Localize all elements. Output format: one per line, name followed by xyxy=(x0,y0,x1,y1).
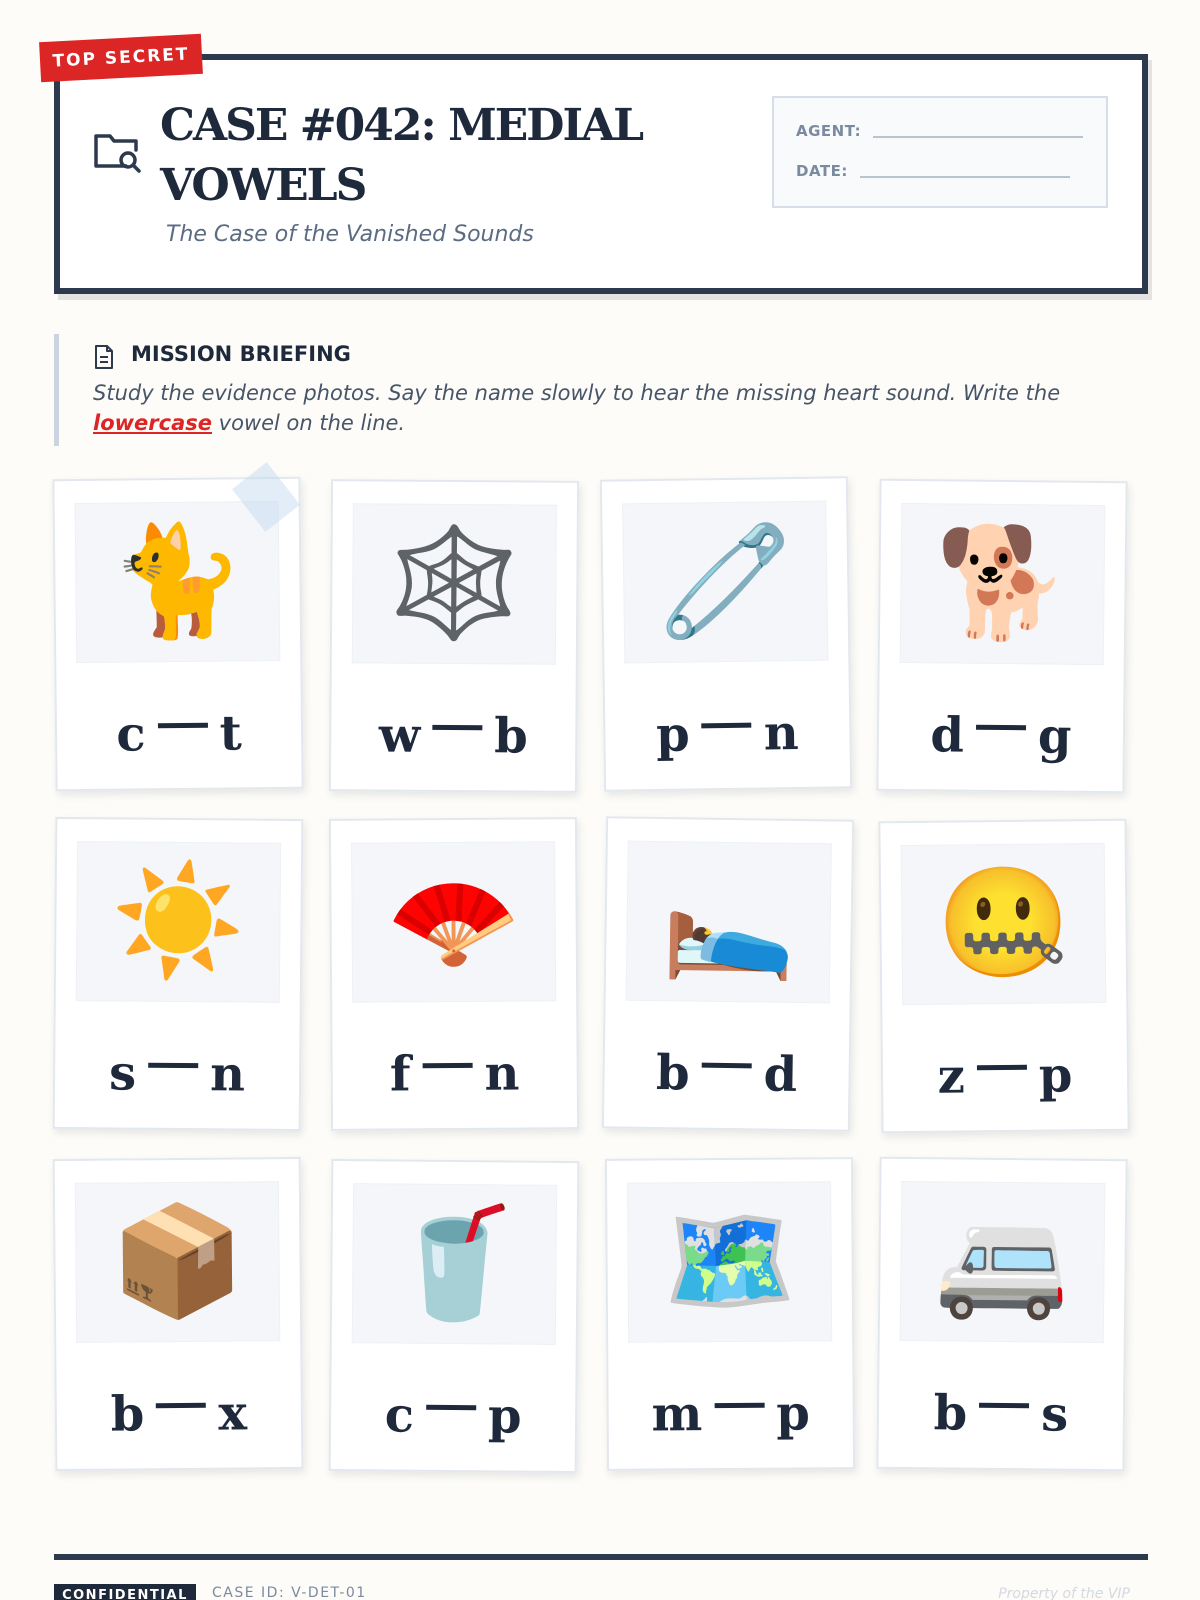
last-letter: x xyxy=(218,1385,248,1442)
last-letter: b xyxy=(493,708,528,765)
word-puzzle xyxy=(879,707,1124,766)
word-puzzle xyxy=(333,1045,577,1103)
first-letter: s xyxy=(108,1045,137,1102)
vowel-blank[interactable] xyxy=(426,1405,476,1410)
word-puzzle xyxy=(883,1047,1128,1106)
zipper-mouth-icon: 🤐 xyxy=(901,843,1107,1005)
evidence-card-fan xyxy=(329,817,579,1131)
evidence-card-sun xyxy=(53,817,304,1131)
map-icon: 🗺️ xyxy=(627,1181,832,1342)
sun-icon: ☀️ xyxy=(76,841,281,1003)
safety-pin-icon: 🧷 xyxy=(622,501,828,664)
last-letter: p xyxy=(1038,1047,1073,1104)
briefing-text-part: vowel on the line. xyxy=(212,411,406,435)
first-letter: w xyxy=(378,707,421,764)
word-puzzle xyxy=(604,1044,849,1103)
evidence-card-bed xyxy=(602,816,854,1131)
last-letter: p xyxy=(487,1388,522,1445)
vowel-blank[interactable] xyxy=(714,1403,764,1408)
last-letter: t xyxy=(219,705,243,762)
vowel-blank[interactable] xyxy=(157,723,207,729)
vowel-blank[interactable] xyxy=(977,1065,1027,1071)
first-letter: c xyxy=(116,706,146,763)
word-puzzle xyxy=(55,1045,299,1103)
mission-briefing xyxy=(54,334,1148,446)
last-letter: n xyxy=(763,704,800,762)
vowel-blank[interactable] xyxy=(148,1063,198,1068)
vowel-blank[interactable] xyxy=(432,725,482,730)
agent-label: AGENT: xyxy=(796,122,862,140)
spider-web-icon: 🕸️ xyxy=(352,503,557,664)
vowel-blank[interactable] xyxy=(702,1063,752,1069)
cat-icon: 🐈 xyxy=(75,501,281,663)
word-puzzle xyxy=(331,707,575,765)
box-icon: 📦 xyxy=(75,1181,280,1343)
document-icon xyxy=(93,344,115,370)
last-letter: p xyxy=(776,1385,811,1442)
last-letter: d xyxy=(763,1046,798,1103)
evidence-card-pin xyxy=(600,476,852,791)
first-letter: d xyxy=(930,707,965,764)
first-letter: b xyxy=(110,1386,145,1443)
vowel-blank[interactable] xyxy=(156,1403,206,1408)
word-puzzle xyxy=(331,1387,575,1445)
last-letter: s xyxy=(1040,1386,1069,1443)
briefing-text xyxy=(93,378,1103,438)
first-letter: c xyxy=(384,1387,415,1444)
evidence-card-map xyxy=(605,1157,855,1471)
first-letter: m xyxy=(651,1386,703,1443)
evidence-card-cup xyxy=(329,1159,580,1473)
cup-icon: 🥤 xyxy=(352,1183,557,1345)
evidence-card-bus xyxy=(876,1157,1127,1472)
word-puzzle xyxy=(879,1385,1124,1444)
word-puzzle xyxy=(57,1385,301,1443)
briefing-title: MISSION BRIEFING xyxy=(131,342,351,366)
word-puzzle xyxy=(57,705,302,764)
folder-search-icon xyxy=(92,126,144,174)
lowercase-highlight: lowercase xyxy=(93,411,212,435)
agent-field[interactable] xyxy=(873,136,1083,138)
first-letter: b xyxy=(933,1385,968,1442)
case-header xyxy=(54,54,1148,294)
first-letter: p xyxy=(655,706,691,763)
last-letter: n xyxy=(209,1046,246,1103)
first-letter: f xyxy=(389,1046,411,1103)
confidential-badge: CONFIDENTIAL xyxy=(54,1584,196,1600)
last-letter: n xyxy=(484,1045,520,1102)
property-note: Property of the VIP xyxy=(998,1586,1130,1600)
top-secret-stamp: TOP SECRET xyxy=(39,34,203,82)
evidence-card-box xyxy=(53,1157,304,1471)
evidence-card-zip xyxy=(878,819,1129,1134)
bus-icon: 🚐 xyxy=(900,1181,1106,1343)
dog-icon: 🐕 xyxy=(900,503,1106,665)
date-field[interactable] xyxy=(860,176,1070,178)
evidence-card-web xyxy=(329,479,579,793)
first-letter: z xyxy=(937,1048,966,1105)
date-label: DATE: xyxy=(796,162,848,180)
bed-icon: 🛌 xyxy=(626,841,832,1004)
briefing-text-part: Study the evidence photos. Say the name slowly to hear the missing heart sound. Write the xyxy=(93,381,1061,405)
vowel-blank[interactable] xyxy=(702,723,752,729)
fan-icon: 🪭 xyxy=(351,841,556,1002)
case-id: CASE ID: V-DET-01 xyxy=(212,1585,367,1600)
agent-info-box xyxy=(772,96,1108,208)
word-puzzle xyxy=(609,1385,853,1443)
vowel-blank[interactable] xyxy=(422,1063,472,1068)
first-letter: b xyxy=(655,1045,690,1102)
evidence-card-dog xyxy=(876,479,1127,794)
word-puzzle xyxy=(605,704,850,763)
footer-rule xyxy=(54,1554,1148,1560)
last-letter: g xyxy=(1037,708,1072,765)
vowel-blank[interactable] xyxy=(979,1403,1029,1409)
page-subtitle: The Case of the Vanished Sounds xyxy=(166,222,534,247)
page-title: CASE #042: MEDIAL VOWELS xyxy=(160,100,643,211)
vowel-blank[interactable] xyxy=(976,725,1026,731)
